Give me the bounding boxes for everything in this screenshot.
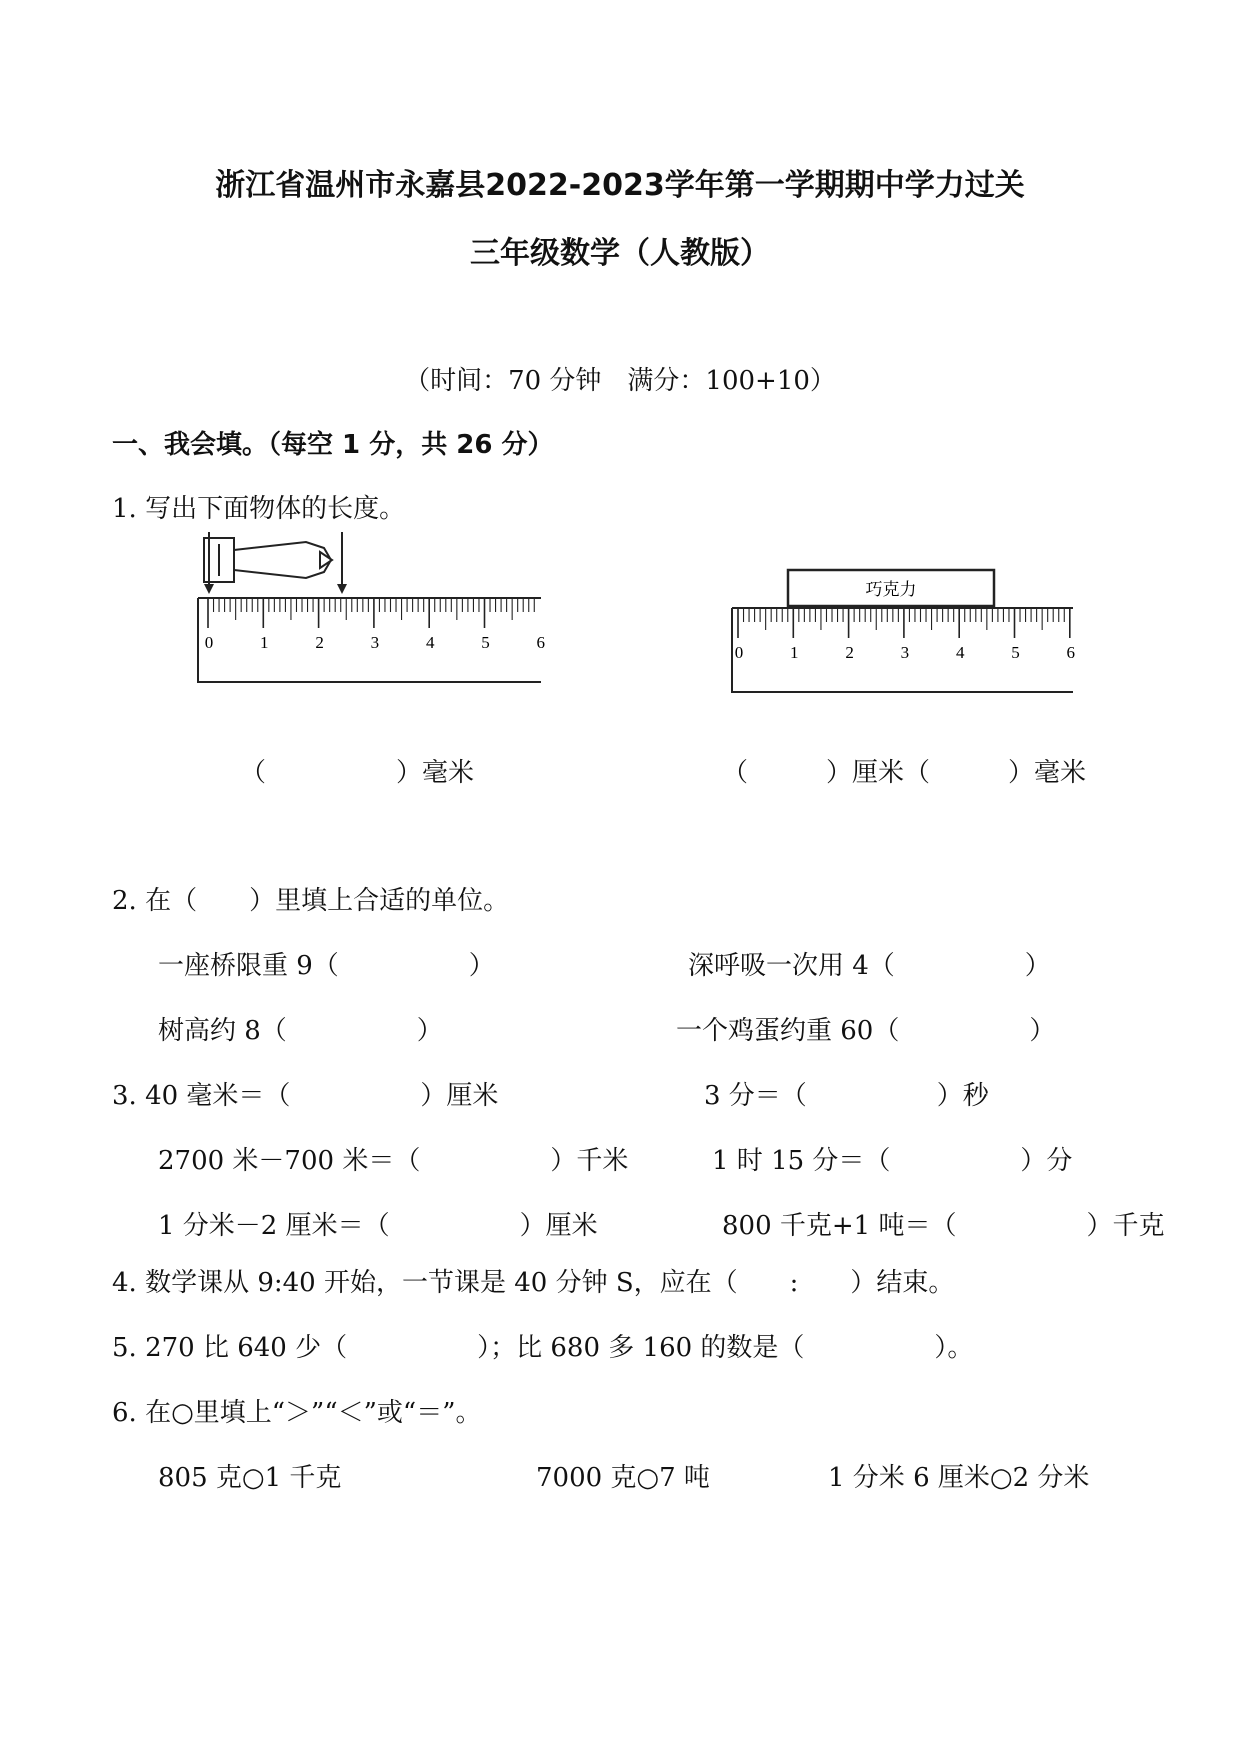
q1-answer-left: （ ）毫米	[240, 758, 475, 788]
page-title: 浙江省温州市永嘉县2022-2023学年第一学期期中学力过关	[215, 168, 1025, 203]
q2-prompt: 2. 在（ ）里填上合适的单位。	[112, 886, 510, 916]
ruler-left	[196, 532, 546, 692]
section-heading: 一、我会填。（每空 1 分，共 26 分）	[112, 430, 554, 460]
pointer-arrow-end	[337, 584, 347, 594]
ruler-tick-label: 3	[370, 633, 380, 652]
q3-item: 800 千克+1 吨＝（ ）千克	[722, 1211, 1165, 1241]
ruler-tick-label: 4	[955, 643, 965, 662]
ruler-tick-label: 1	[260, 633, 269, 652]
ruler-tick-label: 5	[481, 633, 490, 652]
ruler-right	[728, 568, 1076, 698]
ruler-tick-label: 0	[734, 643, 744, 662]
q5-text: 5. 270 比 640 少（ ）；比 680 多 160 的数是（ ）。	[112, 1333, 974, 1363]
pointer-arrow-start	[204, 584, 214, 594]
q1-answer-right: （ ）厘米（ ）毫米	[722, 758, 1087, 788]
ruler-tick-label: 6	[1066, 643, 1076, 662]
ruler-tick-label: 2	[845, 643, 854, 662]
exam-meta: （时间：70 分钟 满分：100+10）	[404, 366, 836, 396]
ruler-tick-label: 4	[425, 633, 435, 652]
ruler-tick-label: 5	[1011, 643, 1020, 662]
ruler-tick-label: 6	[536, 633, 546, 652]
chocolate-label: 巧克力	[865, 580, 917, 599]
key-object	[204, 538, 332, 582]
ruler-tick-label: 1	[790, 643, 799, 662]
q4-text: 4. 数学课从 9:40 开始，一节课是 40 分钟 S，应在（ : ）结束。	[112, 1268, 955, 1298]
q3-item: 3 分＝（ ）秒	[704, 1081, 989, 1111]
ruler-tick-label: 0	[204, 633, 214, 652]
q6-item: 805 克○1 千克	[158, 1463, 342, 1493]
ruler-left-ticks	[208, 598, 534, 628]
q3-item: 1 时 15 分＝（ ）分	[712, 1146, 1073, 1176]
q6-prompt: 6. 在○里填上“＞”“＜”或“＝”。	[112, 1398, 482, 1428]
page-subtitle: 三年级数学（人教版）	[470, 236, 770, 271]
ruler-right-labels	[735, 643, 1075, 662]
ruler-left-labels	[205, 633, 545, 652]
ruler-right-ticks	[738, 608, 1070, 638]
q2-item: 一座桥限重 9（ ）	[158, 951, 495, 981]
q2-item: 树高约 8（ ）	[158, 1016, 443, 1046]
ruler-tick-label: 3	[900, 643, 910, 662]
q2-item: 一个鸡蛋约重 60（ ）	[676, 1016, 1056, 1046]
ruler-tick-label: 2	[315, 633, 324, 652]
q6-item: 7000 克○7 吨	[536, 1463, 710, 1493]
q6-item: 1 分米 6 厘米○2 分米	[828, 1463, 1090, 1493]
q2-item: 深呼吸一次用 4（ ）	[688, 951, 1051, 981]
q3-item: 2700 米－700 米＝（ ）千米	[158, 1146, 629, 1176]
q3-item: 3. 40 毫米＝（ ）厘米	[112, 1081, 499, 1111]
q1-prompt: 1. 写出下面物体的长度。	[112, 494, 406, 524]
q3-item: 1 分米－2 厘米＝（ ）厘米	[158, 1211, 598, 1241]
